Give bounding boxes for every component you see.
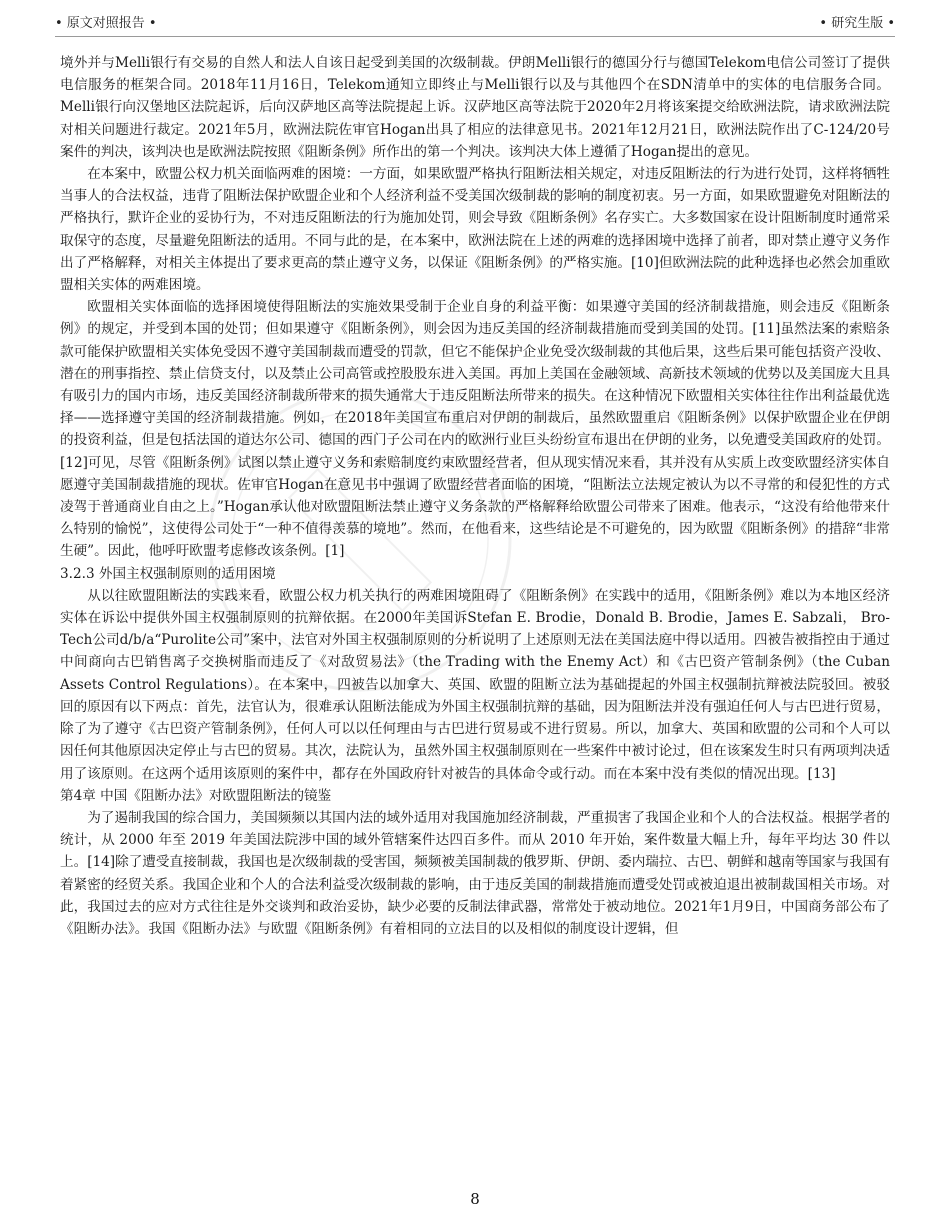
header-edition-label: • 研究生版 •: [819, 15, 895, 31]
page-number: 8: [470, 1190, 480, 1208]
chapter-heading-4: 第4章 中国《阻断办法》对欧盟阻断法的镜鉴: [60, 787, 332, 804]
header-divider: [55, 36, 895, 37]
paragraph-melli-case: 境外并与Melli银行有交易的自然人和法人自该日起受到美国的次级制裁。伊朗Melli银行的德国分行与德国Telekom电信公司签订了提供电信服务的框架合同。2018年11月16日，Telekom通知立即终止与Melli银行以及与其他四个在SDN清单中的实体的电信服务合同。Melli银行向汉堡地区法院起诉，后向汉萨地区高等法院提起上诉。汉萨地区高等法院于2020年2月将该案提交给欧洲法院，请求欧洲法院对相关问题进行裁定。2021年5月，欧洲法院佐审官Hogan出具了相应的法律意见书。2021年12月21日，欧洲法院作出了C-124/20号案件的判决，该判决也是欧洲法院按照《阻断条例》所作出的第一个判决。该判决大体上遵循了Hogan提出的意见。: [60, 55, 890, 160]
document-body: [60, 52, 890, 940]
header-report-title: • 原文对照报告 •: [55, 15, 157, 31]
paragraph-dilemma: 在本案中，欧盟公权力机关面临两难的困境：一方面，如果欧盟严格执行阻断法相关规定，对违反阻断法的行为进行处罚，这样将牺牲当事人的合法权益，违背了阻断法保护欧盟企业和个人经济利益不受美国次级制裁的影响的制度初衷。另一方面，如果欧盟避免对阻断法的严格执行，默许企业的妥协行为，不对违反阻断法的行为施加处罚，则会导致《阻断条例》名存实亡。大多数国家在设计阻断制度时通常采取保守的态度，尽量避免阻断法的适用。不同与此的是，在本案中，欧洲法院在上述的两难的选择困境中选择了前者，即对禁止遵守义务作出了严格解释，对相关主体提出了要求更高的禁止遵守义务，以保证《阻断条例》的严格实施。[10]但欧洲法院的此种选择也必然会加重欧盟相关实体的两难困境。: [60, 166, 890, 294]
section-heading-3-2-3: 3.2.3 外国主权强制原则的适用困境: [60, 565, 276, 582]
paragraph-foreign-compulsion: 从以往欧盟阻断法的实践来看，欧盟公权力机关执行的两难困境阻碍了《阻断条例》在实践中的适用，《阻断条例》难以为本地区经济实体在诉讼中提供外国主权强制原则的抗辩依据。在2000年美国诉Stefan E. Brodie，Donald B. Brodie，James E. Sabzali， Bro-Tech公司d/b/a“Purolite公司”案中，法官对外国主权强制原则的分析说明了上述原则无法在美国法庭中得以适用。四被告被指控由于通过中间商向古巴销售离子交换树脂而违反了《对敌贸易法》（the Trading with the Enemy Act）和《古巴资产管制条例》（the Cuban Assets Control Regulations）。在本案中，四被告以加拿大、英国、欧盟的阻断立法为基础提起的外国主权强制抗辩被法院驳回。被驳回的原因有以下两点：首先，法官认为，很难承认阻断法能成为外国主权强制抗辩的基础，因为阻断法并没有强迫任何人与古巴进行贸易，除了为了遵守《古巴资产管制条例》，任何人可以以任何理由与古巴进行贸易或不进行贸易。所以，加拿大、英国和欧盟的公司和个人可以因任何其他原因决定停止与古巴的贸易。其次，法院认为，虽然外国主权强制原则在一些案件中被讨论过，但在该案发生时只有两项判决适用了该原则。在这两个适用该原则的案件中，都存在外国政府针对被告的具体命令或行动。而在本案中没有类似的情况出现。[13]: [60, 587, 890, 782]
paragraph-china-blocking: 为了遏制我国的综合国力，美国频频以其国内法的域外适用对我国施加经济制裁，严重损害了我国企业和个人的合法权益。根据学者的统计，从 2000 年至 2019 年美国法院涉中国的域外管辖案件达四百多件。而从 2010 年开始，案件数量大幅上升，每年平均达 30 件以上。[14]除了遭受直接制裁，我国也是次级制裁的受害国，频频被美国制裁的俄罗斯、伊朗、委内瑞拉、古巴、朝鲜和越南等国家与我国有着紧密的经贸关系。我国企业和个人的合法利益受次级制裁的影响，由于违反美国的制裁措施而遭受处罚或被迫退出被制裁国相关市场。对此，我国过去的应对方式往往是外交谈判和政治妥协，缺少必要的反制法律武器，常常处于被动地位。2021年1月9日，中国商务部公布了《阻断办法》。我国《阻断办法》与欧盟《阻断条例》有着相同的立法目的以及相似的制度设计逻辑，但: [60, 809, 890, 937]
page-header: [55, 8, 895, 34]
paragraph-entity-choice: 欧盟相关实体面临的选择困境使得阻断法的实施效果受制于企业自身的利益平衡：如果遵守美国的经济制裁措施，则会违反《阻断条例》的规定，并受到本国的处罚；但如果遵守《阻断条例》，则会因为违反美国的经济制裁措施而受到美国的处罚。[11]虽然法案的索赔条款可能保护欧盟相关实体免受因不遵守美国制裁而遭受的罚款，但它不能保护企业免受次级制裁的其他后果，这些后果可能包括资产没收、潜在的刑事指控、禁止信贷支付，以及禁止公司高管或控股股东进入美国。再加上美国在金融领域、高新技术领域的优势以及美国庞大且具有吸引力的国内市场，违反美国经济制裁所带来的损失通常大于违反阻断法所带来的损失。在这种情况下欧盟相关实体往往作出利益最优选择——选择遵守美国的经济制裁措施。例如，在2018年美国宣布重启对伊朗的制裁后，虽然欧盟重启《阻断条例》以保护欧盟企业在伊朗的投资利益，但是包括法国的道达尔公司、德国的西门子公司在内的欧洲行业巨头纷纷宣布退出在伊朗的业务，以免遭受美国政府的处罚。[12]可见，尽管《阻断条例》试图以禁止遵守义务和索赔制度约束欧盟经营者，但从现实情况来看，其并没有从实质上改变欧盟经济实体自愿遵守美国制裁措施的现状。佐审官Hogan在意见书中强调了欧盟经营者面临的困境，“阻断法立法规定被认为以不寻常的和侵犯性的方式凌驾于普通商业自由之上。”Hogan承认他对欧盟阻断法禁止遵守义务条款的严格解释给欧盟公司带来了困难。他表示，“这没有给他带来什么特别的愉悦”，这使得公司处于“一种不值得羡慕的境地”。然而，在他看来，这些结论是不可避免的，因为欧盟《阻断条例》的措辞“非常生硬”。因此，他呼吁欧盟考虑修改该条例。[1]: [60, 299, 890, 560]
